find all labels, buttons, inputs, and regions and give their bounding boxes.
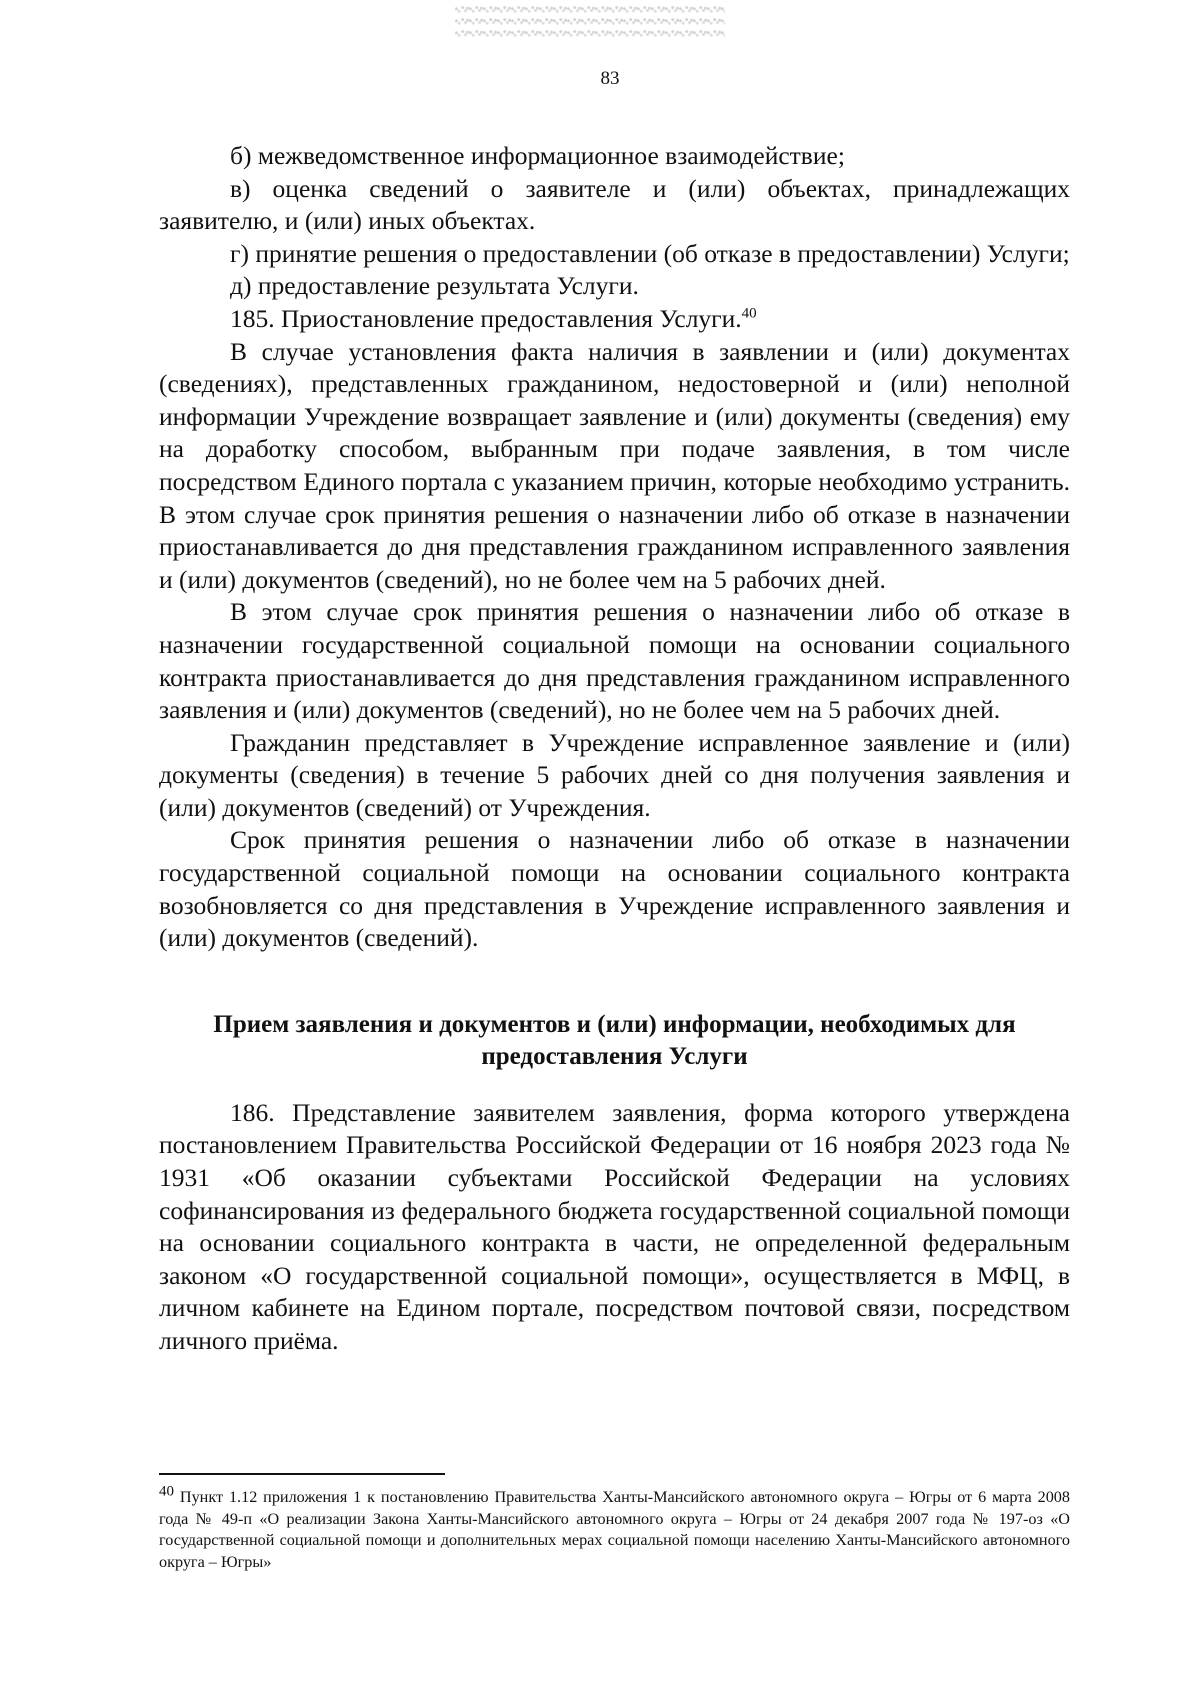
footnote-reference: 40 [741,305,757,322]
section-185-title [159,303,1070,336]
footnote-text: Пункт 1.12 приложения 1 к постановлению Правительства Ханты-Мансийского автономного округа – Югры от 6 марта 2008 года № 49-п «О реализации Закона Ханты-Мансийского автономного округа – Югры от 24 декабря 2007 года № 197-оз «О государственной социальной помощи и дополнительных мерах социальной помощи населению Ханты-Мансийского автономного округа – Югры» [159,1488,1070,1571]
paragraph-186: 186. Представление заявителем заявления, форма которого утверждена постановлением Правительства Российской Федерации от 16 ноября 2023 года № 1931 «Об оказании субъектами Российской Федерации на условиях софинансирования из федерального бюджета государственной социальной помощи на основании социального контракта в части, не определенной федеральным законом «О государственной социальной помощи», осуществляется в МФЦ, в личном кабинете на Едином портале, посредством почтовой связи, посредством личного приёма. [159,1097,1070,1355]
section-heading: Прием заявления и документов и (или) информации, необходимых для предоставления Услуги [213,1010,1016,1070]
footnote-divider [159,1473,445,1475]
list-item-b: б) межведомственное информационное взаимодействие; [230,141,845,170]
paragraph-2: В этом случае срок принятия решения о назначении либо об отказе в назначении государственной социальной помощи на основании социального контракта приостанавливается до дня представления гражданином исправленного заявления и (или) документов (сведений), но не более чем на 5 рабочих дней. [159,597,1070,725]
footnote [159,1483,1070,1573]
list-item-v: в) оценка сведений о заявителе и (или) объектах, принадлежащих заявителю, и (или) иных объектах. [159,173,1070,236]
page-number: 83 [600,68,620,89]
scan-artifact [455,4,725,38]
paragraph-3: Гражданин представляет в Учреждение исправленное заявление и (или) документы (сведения) в течение 5 рабочих дней со дня получения заявления и (или) документов (сведений) от Учреждения. [159,727,1070,822]
footnote-marker: 40 [159,1483,174,1500]
paragraph-1: В случае установления факта наличия в заявлении и (или) документах (сведениях), представленных гражданином, недостоверной и (или) неполной информации Учреждение возвращает заявление и (или) документы (сведения) ему на доработку способом, выбранным при подаче заявления, в том числе посредством Единого портала с указанием причин, которые необходимо устранить. В этом случае срок принятия решения о назначении либо об отказе в назначении приостанавливается до дня представления гражданином исправленного заявления и (или) документов (сведений), но не более чем на 5 рабочих дней. [159,336,1070,594]
list-item-g: г) принятие решения о предоставлении (об отказе в предоставлении) Услуги; [230,238,1070,268]
section-185-text: 185. Приостановление предоставления Услуги. [230,303,742,333]
document-body [159,140,1070,1358]
list-item-d: д) предоставление результата Услуги. [230,271,639,301]
paragraph-4: Срок принятия решения о назначении либо об отказе в назначении государственной социальной помощи на основании социального контракта возобновляется со дня представления в Учреждение исправленного заявления и (или) документов (сведений). [159,825,1070,953]
